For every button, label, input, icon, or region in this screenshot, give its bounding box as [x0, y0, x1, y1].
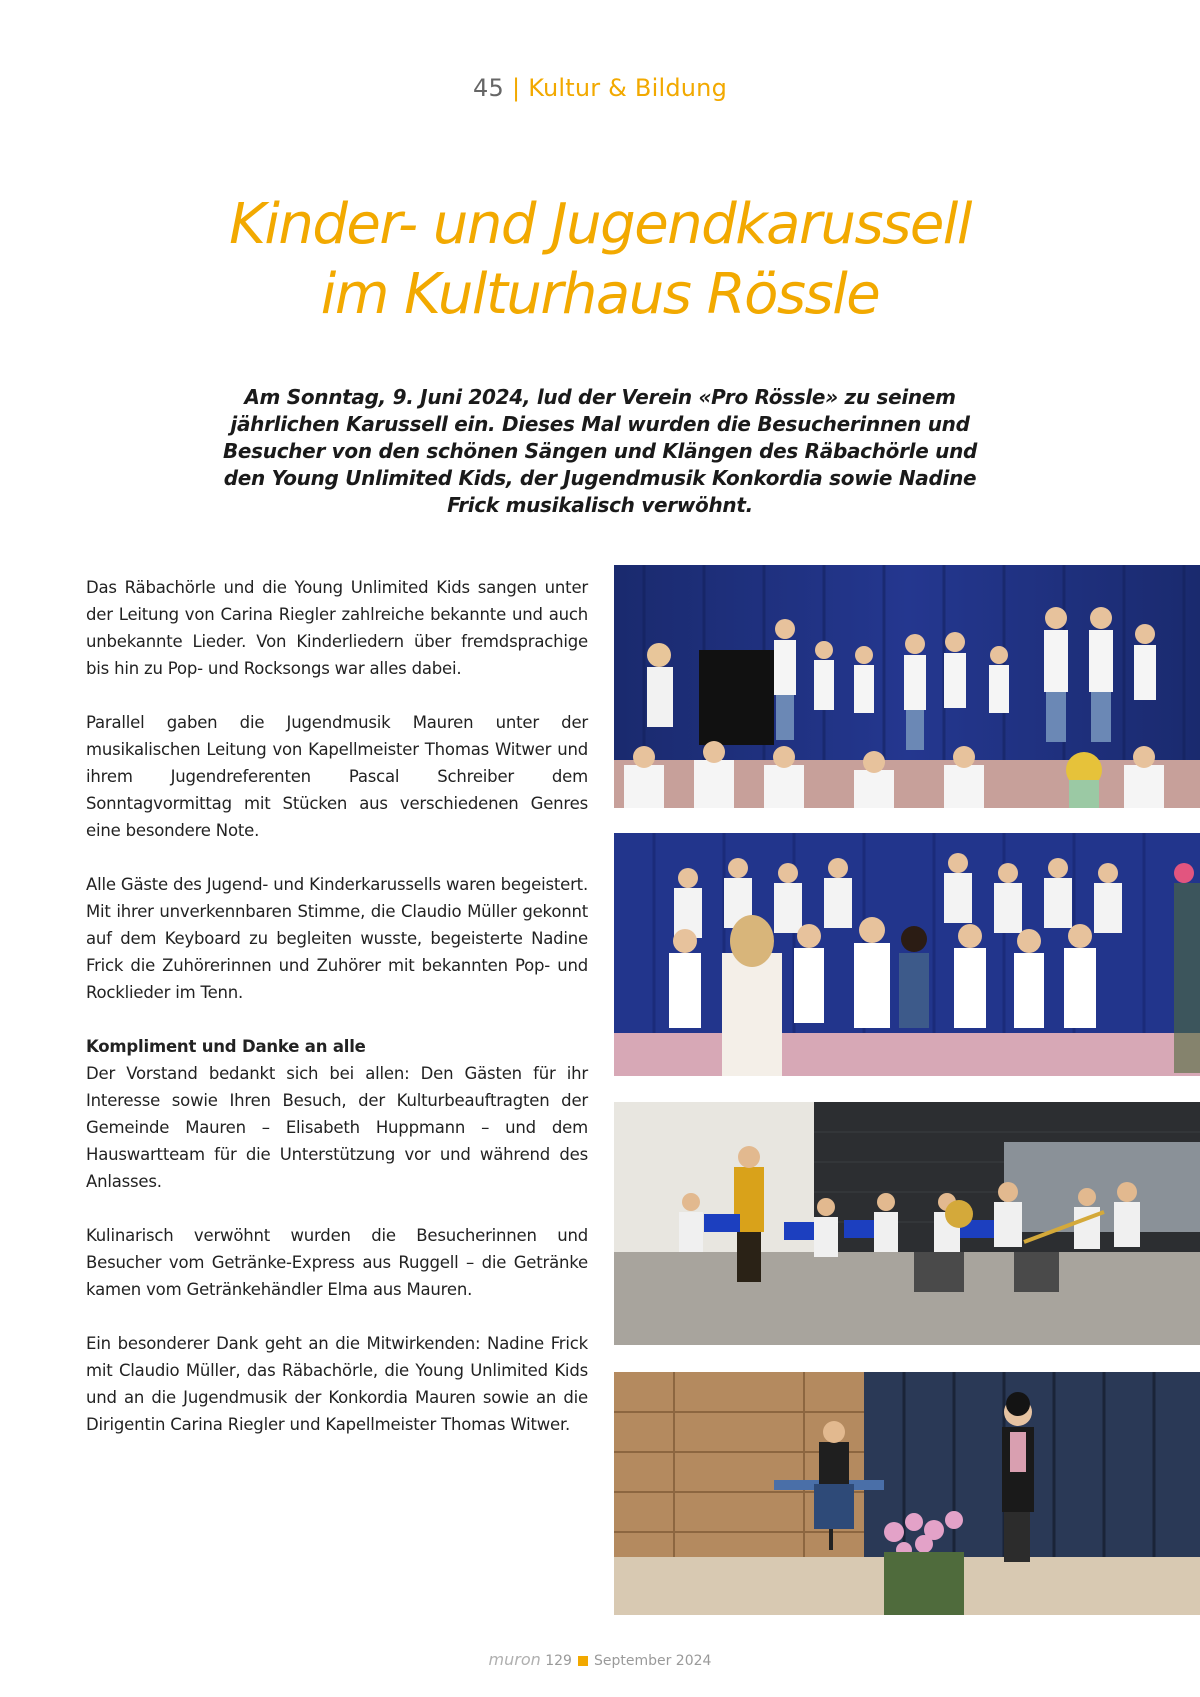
section-name: Kultur & Bildung — [528, 74, 728, 102]
body-paragraph-1: Das Räbachörle und die Young Unlimited Kids sangen unter der Leitung von Carina Riegler zahlreiche bekannte und auch unbekannte Lieder. Von Kinderliedern über fremdsprachige bis hin zu Pop- und Rocksongs war alles dabei. — [86, 578, 588, 678]
body-paragraph-4: Der Vorstand bedankt sich bei allen: Den Gästen für ihr Interesse sowie Ihren Besuch, der Kulturbeauftragten der Gemeinde Mauren – Elisabeth Huppmann – und dem Hauswartteam für die Unterstützung vor und während des Anlasses. — [86, 1064, 588, 1191]
page-header — [0, 74, 1200, 102]
body-subheading: Kompliment und Danke an alle — [86, 1037, 366, 1056]
footer-date: September 2024 — [593, 1653, 712, 1669]
title-line-2: im Kulturhaus Rössle — [320, 262, 880, 327]
footer-brand: muron — [488, 1650, 541, 1669]
photo-choir-conductor — [614, 833, 1200, 1076]
body-paragraph-6: Ein besonderer Dank geht an die Mitwirkenden: Nadine Frick mit Claudio Müller, das Räbachörle, die Young Unlimited Kids und an die Jugendmusik der Konkordia Mauren sowie an die Dirigentin Carina Riegler und Kapellmeister Thomas Witwer. — [86, 1334, 588, 1434]
title-line-1: Kinder- und Jugendkarussell — [229, 192, 971, 257]
body-paragraph-2: Parallel gaben die Jugendmusik Mauren unter der musikalischen Leitung von Kapellmeister Thomas Witwer und ihrem Jugendreferenten Pascal Schreiber dem Sonntagvormittag mit Stücken aus verschiedenen Genres eine besondere Note. — [86, 713, 588, 840]
page-number: 45 — [472, 74, 504, 102]
article-lead: Am Sonntag, 9. Juni 2024, lud der Verein «Pro Rössle» zu seinem jährlichen Karussell ein. Dieses Mal wurden die Besucherinnen und Besucher von den schönen Sängen und Klängen des Räbachörle und den Young Unlimited Kids, der Jugendmusik Konkordia sowie Nadine Frick musikalisch verwöhnt. — [222, 385, 978, 517]
photo-singer-keyboard — [614, 1372, 1200, 1615]
body-paragraph-5: Kulinarisch verwöhnt wurden die Besucherinnen und Besucher vom Getränke-Express aus Ruggell – die Getränke kamen vom Getränkehändler Elma aus Mauren. — [86, 1226, 588, 1299]
photo-youth-band — [614, 1102, 1200, 1345]
article-title — [0, 190, 1200, 330]
article-body — [86, 574, 588, 1465]
body-paragraph-3: Alle Gäste des Jugend- und Kinderkarussells waren begeistert. Mit ihrer unverkennbaren Stimme, die Claudio Müller gekonnt auf dem Keyboard zu begleiten wusste, begeisterte Nadine Frick die Zuhörerinnen und Zuhörer mit bekannten Pop- und Rocklieder im Tenn. — [86, 875, 588, 1002]
photo-choir-stage — [614, 565, 1200, 808]
page-footer — [0, 1650, 1200, 1669]
header-separator: | — [511, 74, 521, 102]
footer-square-icon — [578, 1656, 588, 1666]
footer-issue: 129 — [545, 1653, 572, 1669]
